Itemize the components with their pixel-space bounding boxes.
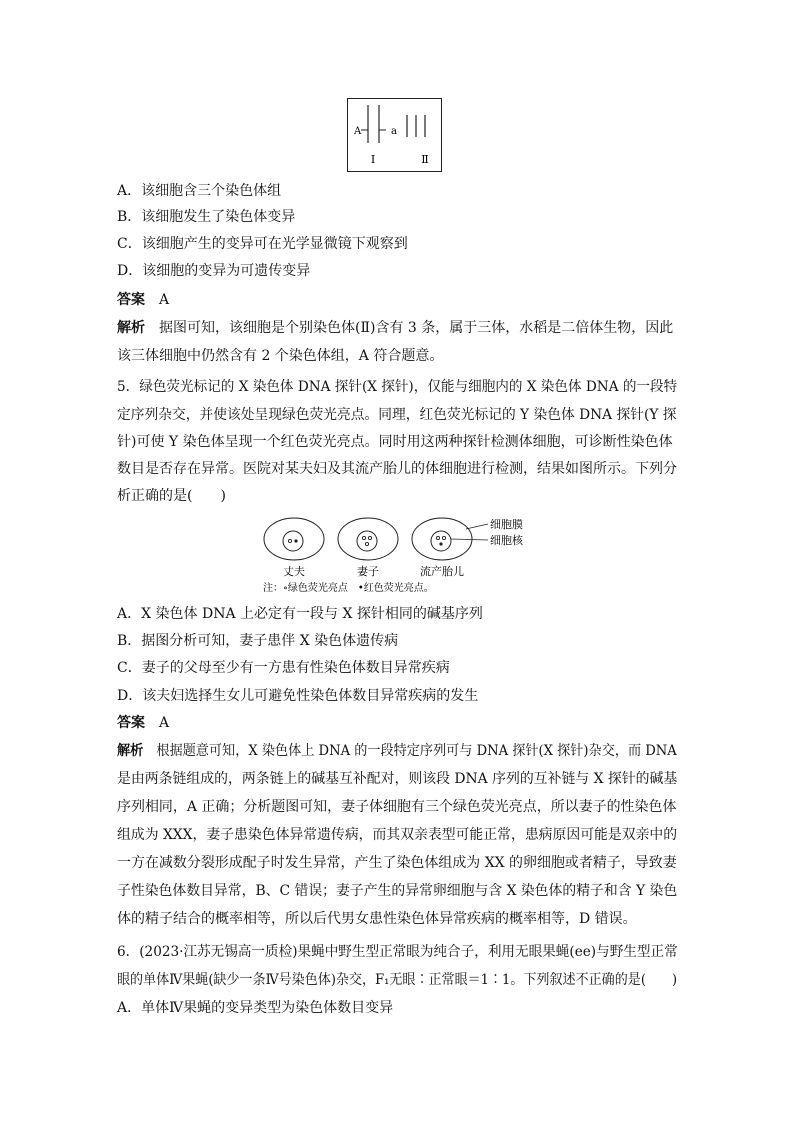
analysis-label: 解析: [117, 743, 144, 759]
q5-stem-line-5: 析正确的是( ): [117, 488, 226, 504]
red-dot: [439, 542, 442, 545]
q5-option-d: D．该夫妇选择生女儿可避免性染色体数目异常疾病的发生: [117, 688, 479, 704]
label-II: Ⅱ: [421, 153, 429, 166]
q5-option-b: B．据图分析可知，妻子患伴 X 染色体遗传病: [117, 633, 399, 649]
chromosome-figure: [347, 98, 442, 172]
green-dot: [436, 536, 439, 539]
q5-analysis-line-4: 组成为 XXX，妻子患染色体异常遗传病，而其双亲表型可能正常，患病原因可能是双亲中的: [117, 827, 678, 843]
q5-analysis-line-1: [117, 741, 677, 761]
fetus-label: 流产胎儿: [420, 565, 464, 578]
cell-figure: [262, 512, 562, 596]
answer-label: 答案: [117, 292, 145, 308]
q6-stem-line-1: 6．(2023·江苏无锡高一质检)果蝇中野生型正常眼为纯合子，利用无眼果蝇(ee)与野生型正常: [117, 944, 678, 960]
q4-option-b: B．该细胞发生了染色体变异: [117, 209, 296, 225]
q4-analysis-line-2: 该三体细胞中仍然含有 2 个染色体组，A 符合题意。: [117, 348, 444, 364]
green-dot: [365, 542, 368, 545]
nucleus-label: 细胞核: [490, 534, 523, 547]
q5-stem-line-4: 数目是否存在异常。医院对某夫妇及其流产胎儿的体细胞进行检测，结果如图所示。下列分: [117, 461, 677, 477]
q5-option-a: A．X 染色体 DNA 上必定有一段与 X 探针相同的碱基序列: [117, 606, 483, 622]
husband-cell-membrane: [264, 518, 324, 560]
q4-answer: [117, 290, 169, 310]
analysis-text: 据图可知，该细胞是个别染色体(Ⅱ)含有 3 条，属于三体，水稻是二倍体生物，因此: [159, 320, 674, 336]
q4-option-d: D．该细胞的变异为可遗传变异: [117, 263, 311, 279]
gene-label-a: a: [391, 126, 397, 137]
q5-stem-line-2: 定序列杂交，并使该处呈现绿色荧光亮点。同理，红色荧光标记的 Y 染色体 DNA 探针(Y 探: [117, 407, 677, 423]
label-I: Ⅰ: [370, 153, 376, 166]
red-dot: [294, 539, 297, 542]
green-dot: [368, 536, 371, 539]
wife-cell-membrane: [338, 518, 398, 560]
green-dot: [442, 536, 445, 539]
membrane-label: 细胞膜: [490, 518, 523, 531]
analysis-label: 解析: [117, 320, 145, 336]
q5-analysis-line-6: 子性染色体数目异常，B、C 错误；妻子产生的异常卵细胞与含 X 染色体的精子和含 Y 染色: [117, 883, 678, 899]
cell-diagram: [262, 512, 562, 596]
figure-note: 注：∘绿色荧光亮点 •红色荧光亮点。: [263, 583, 434, 594]
q5-answer: [117, 713, 169, 733]
gene-label-A: A: [354, 126, 362, 137]
analysis-text: 根据题意可知，X 染色体上 DNA 的一段特定序列可与 DNA 探针(X 探针)杂交，而 DNA: [156, 743, 677, 759]
q5-analysis-line-7: 体的精子结合的概率相等，所以后代男女患性染色体异常疾病的概率相等，D 错误。: [117, 911, 637, 927]
wife-label: 妻子: [357, 565, 379, 578]
q5-analysis-line-5: 一方在减数分裂形成配子时发生异常，产生了染色体组成为 XX 的卵细胞或者精子，导致妻: [117, 855, 677, 871]
q6-stem-line-2: 眼的单体Ⅳ果蝇(缺少一条Ⅳ号染色体)杂交，F₁无眼∶正常眼＝1∶1。下列叙述不正确的是( ): [117, 972, 678, 988]
q5-option-c: C．妻子的父母至少有一方患有性染色体数目异常疾病: [117, 660, 450, 676]
q6-option-a: A．单体Ⅳ果蝇的变异类型为染色体数目变异: [117, 1000, 394, 1016]
fetus-cell-nucleus: [431, 531, 451, 551]
answer-value: A: [159, 292, 170, 308]
husband-cell-nucleus: [283, 531, 303, 551]
q5-analysis-line-3: 序列相同，A 正确；分析题图可知，妻子体细胞有三个绿色荧光亮点，所以妻子的性染色体: [117, 799, 677, 815]
q5-stem-line-1: 5．绿色荧光标记的 X 染色体 DNA 探针(X 探针)，仅能与细胞内的 X 染色体 DNA 的一段特: [117, 379, 678, 395]
q5-analysis-line-2: 是由两条链组成的，两条链上的碱基互补配对，则该段 DNA 序列的互补链与 X 探针的碱基: [117, 771, 678, 787]
husband-label: 丈夫: [283, 565, 305, 578]
q4-option-a: A．该细胞含三个染色体组: [117, 183, 282, 199]
q4-analysis-line-1: [117, 318, 673, 338]
green-dot: [362, 536, 365, 539]
answer-label: 答案: [117, 715, 145, 731]
q4-option-c: C．该细胞产生的变异可在光学显微镜下观察到: [117, 236, 408, 252]
answer-value: A: [159, 715, 170, 731]
q5-stem-line-3: 针)可使 Y 染色体呈现一个红色荧光亮点。同时用这两种探针检测体细胞，可诊断性染色体: [117, 434, 673, 450]
green-dot: [288, 539, 291, 542]
chromosome-diagram: [348, 99, 441, 171]
wife-cell-nucleus: [357, 531, 377, 551]
